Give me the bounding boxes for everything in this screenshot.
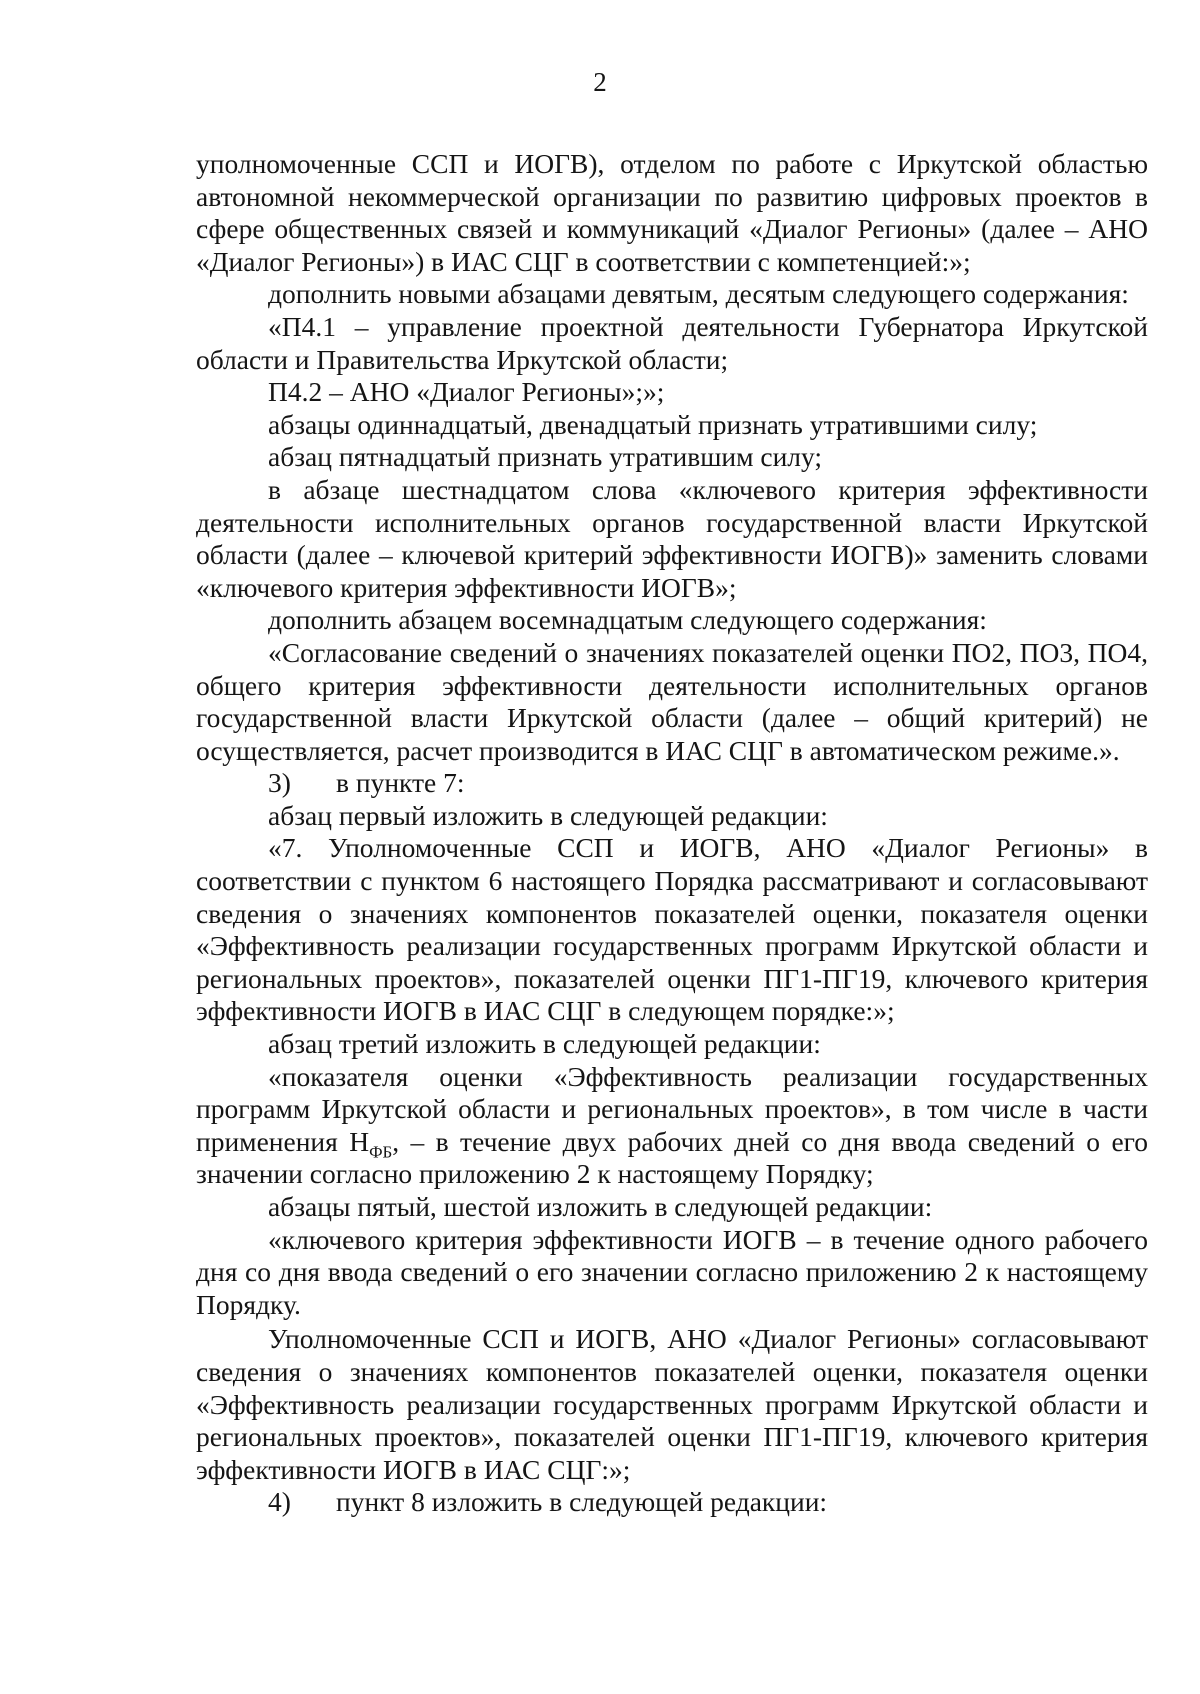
paragraph: «7. Уполномоченные ССП и ИОГВ, АНО «Диалог Регионы» в соответствии с пунктом 6 настоящего Порядка рассматривают и согласовывают сведения о значениях компонентов показателей оценки, показателя оценки «Эффективность реализации государственных программ Иркутской области и региональных проектов», показателей оценки ПГ1-ПГ19, ключевого критерия эффективности ИОГВ в ИАС СЦГ в следующем порядке:»; bbox=[196, 832, 1148, 1027]
paragraph: дополнить новыми абзацами девятым, десятым следующего содержания: bbox=[268, 278, 1129, 310]
paragraph: «Согласование сведений о значениях показателей оценки ПО2, ПО3, ПО4, общего критерия эффективности деятельности исполнительных органов государственной власти Иркутской области (далее – общий критерий) не осуществляется, расчет производится в ИАС СЦГ в автоматическом режиме.». bbox=[196, 636, 1148, 766]
text-after-subscript: , – в течение двух рабочих дней со дня ввода сведений о его значении согласно приложению 2 к настоящему Порядку; bbox=[196, 1125, 1148, 1190]
paragraph: уполномоченные ССП и ИОГВ), отделом по работе с Иркутской областью автономной некоммерческой организации по развитию цифровых проектов в сфере общественных связей и коммуникаций «Диалог Регионы» (далее – АНО «Диалог Регионы») в ИАС СЦГ в соответствии с компетенцией:»; bbox=[196, 148, 1148, 277]
paragraph: абзацы одиннадцатый, двенадцатый признать утратившими силу; bbox=[268, 408, 1038, 440]
paragraph: абзацы пятый, шестой изложить в следующей редакции: bbox=[268, 1191, 933, 1222]
paragraph: в абзаце шестнадцатом слова «ключевого критерия эффективности деятельности исполнительных органов государственной власти Иркутской области (далее – ключевой критерий эффективности ИОГВ)» заменить словами «ключевого критерия эффективности ИОГВ»; bbox=[196, 473, 1148, 603]
item-text: пункт 8 изложить в следующей редакции: bbox=[336, 1486, 828, 1518]
numbered-item bbox=[196, 1486, 1148, 1519]
text-before-subscript: «показателя оценки «Эффективность реализации государственных программ Иркутской области и региональных проектов», в том числе в части применения Н bbox=[196, 1060, 1148, 1157]
item-number: 4) bbox=[268, 1486, 291, 1518]
numbered-item bbox=[196, 767, 1148, 800]
item-number: 3) bbox=[268, 767, 291, 799]
paragraph: «П4.1 – управление проектной деятельности Губернатора Иркутской области и Правительства Иркутской области; bbox=[196, 310, 1148, 375]
paragraph: абзац третий изложить в следующей редакции: bbox=[268, 1028, 821, 1060]
document-body bbox=[196, 148, 1148, 1519]
paragraph: «ключевого критерия эффективности ИОГВ – в течение одного рабочего дня со дня ввода сведений о его значении согласно приложению 2 к настоящему Порядку. bbox=[196, 1223, 1148, 1320]
subscript-index: ФБ bbox=[369, 1142, 393, 1162]
paragraph: Уполномоченные ССП и ИОГВ, АНО «Диалог Регионы» согласовывают сведения о значениях компонентов показателей оценки, показателя оценки «Эффективность реализации государственных программ Иркутской области и региональных проектов», показателей оценки ПГ1-ПГ19, ключевого критерия эффективности ИОГВ в ИАС СЦГ:»; bbox=[196, 1323, 1148, 1485]
paragraph: абзац пятнадцатый признать утратившим силу; bbox=[268, 441, 823, 473]
paragraph: П4.2 – АНО «Диалог Регионы»;»; bbox=[268, 376, 665, 408]
item-text: в пункте 7: bbox=[336, 767, 465, 799]
page-number: 2 bbox=[593, 67, 607, 97]
paragraph-with-subscript bbox=[196, 1061, 1148, 1191]
paragraph: абзац первый изложить в следующей редакции: bbox=[268, 799, 828, 831]
paragraph: дополнить абзацем восемнадцатым следующего содержания: bbox=[268, 604, 987, 636]
